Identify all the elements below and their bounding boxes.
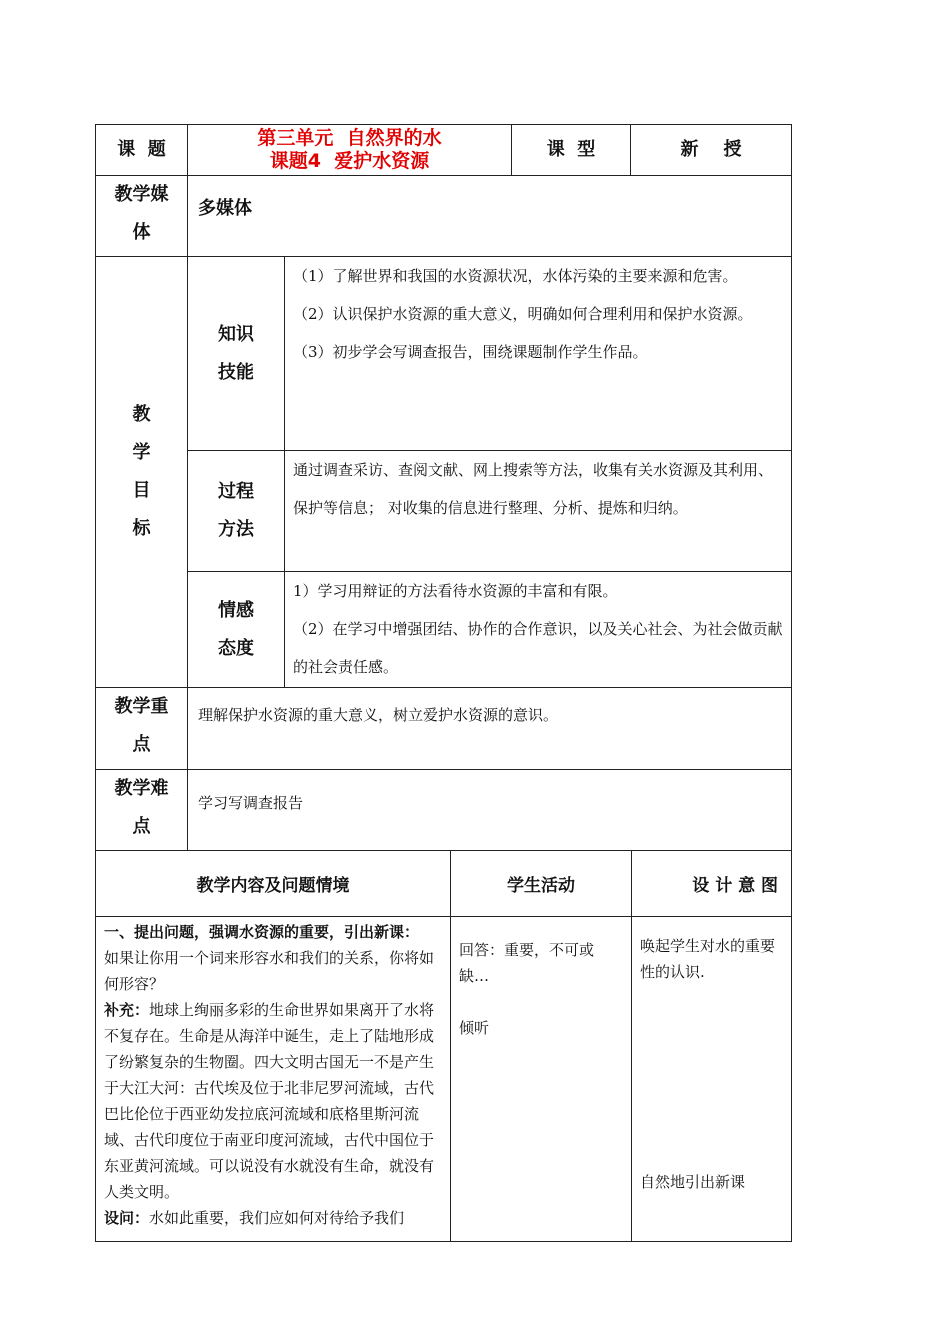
objectives-label-char: 标: [132, 518, 151, 539]
topic-label-cell: [96, 125, 188, 176]
student-listen: 倾听: [459, 1019, 490, 1037]
difficulty-value-cell: [188, 770, 792, 851]
objectives-label-char: 教: [132, 404, 151, 425]
type-label-cell: [512, 125, 631, 176]
knowledge-label-line2: 技能: [218, 361, 254, 383]
section-title: 一、提出问题，强调水资源的重要，引出新课：: [104, 923, 420, 941]
ask-label: 设问：: [104, 1209, 150, 1227]
lesson-info-table: [95, 124, 792, 851]
process-label-line2: 方法: [218, 519, 254, 540]
process-label-cell: [188, 451, 285, 572]
difficulty-label-cell: [96, 770, 188, 851]
topic-label: 课 题: [117, 139, 166, 160]
knowledge-label-line1: 知识: [218, 323, 254, 345]
key-point-label-line2: 点: [132, 734, 151, 755]
process-text-cell: [285, 451, 792, 572]
lesson-title-line2: 课题4 爱护水资源: [269, 150, 430, 172]
type-value: 新 授: [680, 139, 742, 160]
knowledge-text-cell: [285, 257, 792, 451]
intent-item: 唤起学生对水的重要性的认识.: [640, 937, 776, 981]
opening-question: 如果让你用一个词来形容水和我们的关系，你将如何形容？: [104, 949, 435, 993]
content-cell: [96, 917, 451, 1242]
supplement-text: 地球上绚丽多彩的生命世界如果离开了水将不复存在。生命是从海洋中诞生，走上了陆地形成了纷繁复杂的生物圈。四大文明古国无一不是产生于大江大河：古代埃及位于北非尼罗河流域，古代巴比伦位于西亚幼发拉底河流域和底格里斯河流域、古代印度位于南亚印度河流域，古代中国位于东亚黄河流域。可以说没有水就没有生命，就没有人类文明。: [104, 1001, 435, 1201]
knowledge-label-cell: [188, 257, 285, 451]
design-intent-header-cell: [632, 851, 792, 917]
media-label-line1: 教学媒: [114, 184, 169, 205]
intent-item: 自然地引出新课: [640, 1173, 746, 1191]
media-label-cell: [96, 176, 188, 257]
type-value-cell: [631, 125, 792, 176]
content-header: 教学内容及问题情境: [196, 876, 350, 896]
difficulty-label-line1: 教学难: [114, 778, 169, 799]
emotion-item: （2）在学习中增强团结、协作的合作意识，以及关心社会、为社会做贡献的社会责任感。: [293, 620, 783, 676]
knowledge-item: （3）初步学会写调查报告，围绕课题制作学生作品。: [293, 343, 648, 361]
emotion-text-cell: [285, 572, 792, 688]
key-point-value: 理解保护水资源的重大意义，树立爱护水资源的意识。: [198, 706, 559, 724]
student-answer: 回答：重要，不可或缺…: [459, 941, 595, 985]
key-point-value-cell: [188, 688, 792, 770]
lesson-title-line1: 第三单元 自然界的水: [257, 127, 442, 149]
media-value: 多媒体: [198, 198, 252, 219]
knowledge-item: （2）认识保护水资源的重大意义，明确如何合理利用和保护水资源。: [293, 305, 753, 323]
key-point-label-line1: 教学重: [114, 696, 169, 717]
emotion-label-line2: 态度: [218, 637, 254, 659]
objectives-label-cell: [96, 257, 188, 688]
type-label: 课 型: [546, 139, 596, 160]
process-label-line1: 过程: [218, 481, 254, 502]
ask-paragraph: [104, 1205, 442, 1231]
lesson-title-cell: [188, 125, 512, 176]
design-intent-cell: [632, 917, 792, 1242]
media-value-cell: [188, 176, 792, 257]
ask-text: 水如此重要，我们应如何对待给予我们: [149, 1209, 405, 1227]
difficulty-label-line2: 点: [132, 816, 151, 837]
emotion-label-cell: [188, 572, 285, 688]
lesson-process-table: [95, 850, 792, 1242]
emotion-label-line1: 情感: [218, 599, 254, 621]
objectives-label-char: 目: [132, 480, 151, 501]
key-point-label-cell: [96, 688, 188, 770]
difficulty-value: 学习写调查报告: [198, 794, 304, 812]
knowledge-item: （1）了解世界和我国的水资源状况，水体污染的主要来源和危害。: [293, 267, 738, 285]
media-label-line2: 体: [132, 222, 151, 243]
student-activity-header: 学生活动: [507, 876, 575, 896]
emotion-item: 1）学习用辩证的方法看待水资源的丰富和有限。: [293, 582, 618, 600]
content-header-cell: [96, 851, 451, 917]
supplement-paragraph: [104, 997, 442, 1205]
objectives-label-char: 学: [132, 442, 151, 463]
student-activity-header-cell: [451, 851, 632, 917]
student-activity-cell: [451, 917, 632, 1242]
design-intent-header: 设 计 意 图: [692, 876, 779, 896]
process-text: 通过调查采访、查阅文献、网上搜索等方法，收集有关水资源及其利用、保护等信息； 对收集的信息进行整理、分析、提炼和归纳。: [293, 461, 774, 517]
supplement-label: 补充：: [104, 1001, 150, 1019]
